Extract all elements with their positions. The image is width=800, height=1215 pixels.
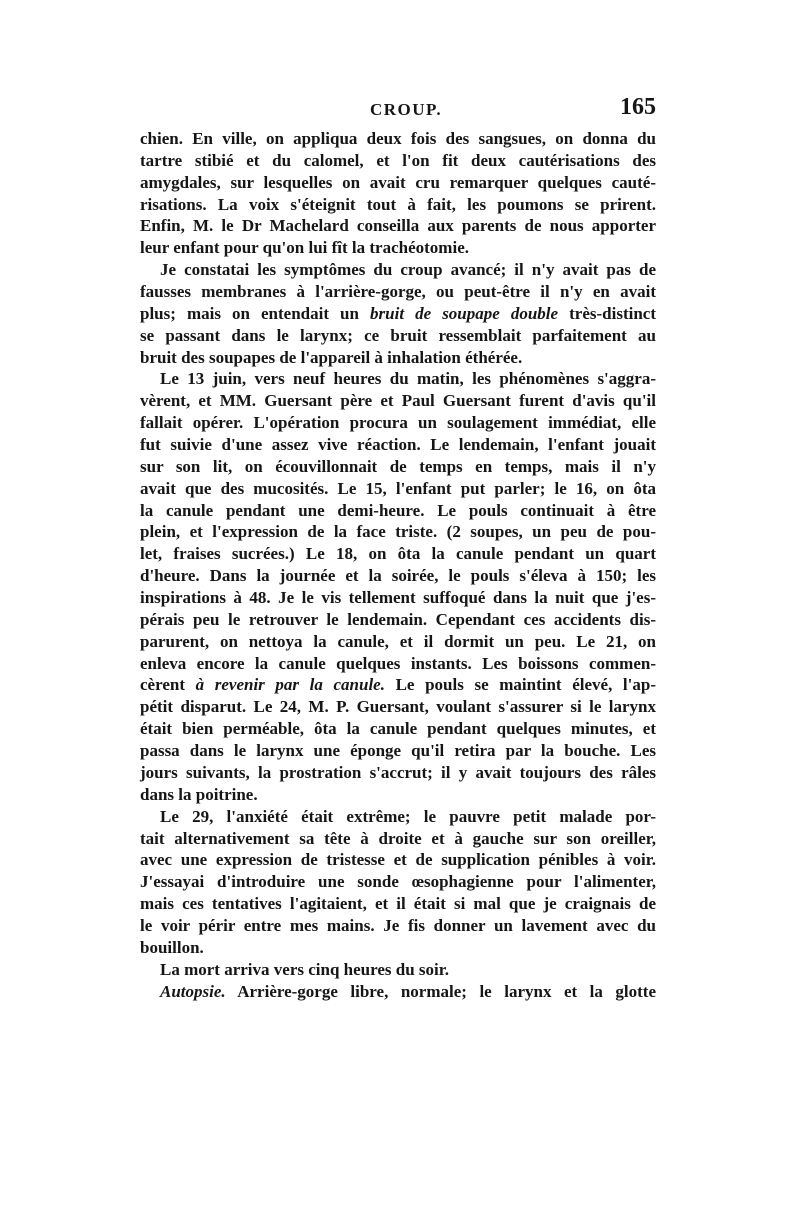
text-line (140, 259, 656, 281)
text-line (140, 368, 656, 390)
line-text: bouillon. (140, 937, 204, 957)
line-text: tait alternativement sa tête à droite et à gauche sur son oreiller, (140, 828, 656, 848)
text-line (140, 849, 656, 871)
text-line (140, 325, 656, 347)
text-line (140, 674, 656, 696)
line-text: passa dans le larynx une éponge qu'il retira par la bouche. Les (140, 741, 656, 761)
italic-phrase: bruit de soupape double (370, 303, 559, 323)
line-text: vèrent, et MM. Guersant père et Paul Guersant furent d'avis qu'il (140, 391, 656, 411)
text-line (140, 150, 656, 172)
text-line (140, 456, 656, 478)
line-text: Je constatai les symptômes du croup avancé; il n'y avait pas de (160, 260, 656, 280)
text-line (140, 128, 656, 150)
line-text: mais ces tentatives l'agitaient, et il était si mal que je craignais de (140, 894, 656, 914)
text-line (140, 981, 656, 1003)
line-text: Le 29, l'anxiété était extrême; le pauvre petit malade por- (160, 806, 656, 826)
text-line (140, 893, 656, 915)
line-text: la canule pendant une demi-heure. Le pouls continuait à être (140, 500, 656, 520)
text-line (140, 543, 656, 565)
line-text: Arrière-gorge libre, normale; le larynx et la glotte (225, 981, 656, 1001)
text-line (140, 762, 656, 784)
text-line (140, 959, 656, 981)
text-line (140, 194, 656, 216)
text-line (140, 521, 656, 543)
text-line (140, 828, 656, 850)
text-line (140, 609, 656, 631)
line-text: Enfin, M. le Dr Machelard conseilla aux parents de nous apporter (140, 216, 656, 236)
running-title: CROUP. (370, 100, 443, 119)
text-line (140, 915, 656, 937)
line-text: let, fraises sucrées.) Le 18, on ôta la canule pendant un quart (140, 544, 656, 564)
text-line (140, 565, 656, 587)
line-text: risations. La voix s'éteignit tout à fait, les poumons se prirent. (140, 194, 656, 214)
text-line (140, 281, 656, 303)
text-line (140, 172, 656, 194)
line-text: pérais peu le retrouver le lendemain. Cependant ces accidents dis- (140, 609, 656, 629)
page-header (140, 94, 656, 124)
line-text: jours suivants, la prostration s'accrut; il y avait toujours des râles (140, 762, 656, 782)
text-line (140, 718, 656, 740)
line-text: La mort arriva vers cinq heures du soir. (160, 959, 449, 979)
line-text: avec une expression de tristesse et de supplication pénibles à voir. (140, 850, 656, 870)
text-line (140, 347, 656, 369)
text-line (140, 412, 656, 434)
text-line (140, 434, 656, 456)
line-text: J'essayai d'introduire une sonde œsophagienne pour l'alimenter, (140, 872, 656, 892)
text-line (140, 587, 656, 609)
text-line (140, 806, 656, 828)
line-text: cèrent (140, 675, 196, 695)
line-text: fut suivie d'une assez vive réaction. Le lendemain, l'enfant jouait (140, 435, 656, 455)
text-line (140, 390, 656, 412)
line-text: se passant dans le larynx; ce bruit ressemblait parfaitement au (140, 325, 656, 345)
text-line (140, 215, 656, 237)
line-text: inspirations à 48. Je le vis tellement suffoqué dans la nuit que j'es- (140, 588, 656, 608)
body-text (140, 128, 656, 1002)
line-text: enleva encore la canule quelques instants. Les boissons commen- (140, 653, 656, 673)
text-line (140, 696, 656, 718)
page-number: 165 (620, 94, 656, 120)
line-text: fallait opérer. L'opération procura un soulagement immédiat, elle (140, 413, 656, 433)
line-text: pétit disparut. Le 24, M. P. Guersant, voulant s'assurer si le larynx (140, 697, 656, 717)
line-text: le voir périr entre mes mains. Je fis donner un lavement avec du (140, 915, 656, 935)
line-text: était bien perméable, ôta la canule pendant quelques minutes, et (140, 719, 656, 739)
italic-phrase: à revenir par la canule. (195, 675, 385, 695)
text-line (140, 871, 656, 893)
italic-phrase: Autopsie. (160, 981, 226, 1001)
line-text: très-distinct (558, 303, 656, 323)
text-line (140, 937, 656, 959)
text-line (140, 631, 656, 653)
line-text: fausses membranes à l'arrière-gorge, ou peut-être il n'y en avait (140, 282, 656, 302)
text-line (140, 784, 656, 806)
line-text: Le 13 juin, vers neuf heures du matin, les phénomènes s'aggra- (160, 369, 656, 389)
text-line (140, 303, 656, 325)
line-text: bruit des soupapes de l'appareil à inhalation éthérée. (140, 347, 523, 367)
text-line (140, 237, 656, 259)
text-line (140, 653, 656, 675)
line-text: leur enfant pour qu'on lui fît la trachéotomie. (140, 238, 469, 258)
line-text: dans la poitrine. (140, 784, 258, 804)
text-line (140, 478, 656, 500)
line-text: d'heure. Dans la journée et la soirée, le pouls s'éleva à 150; les (140, 566, 656, 586)
line-text: chien. En ville, on appliqua deux fois des sangsues, on donna du (140, 129, 656, 148)
line-text: parurent, on nettoya la canule, et il dormit un peu. Le 21, on (140, 631, 656, 651)
line-text: plus; mais on entendait un (140, 303, 371, 323)
line-text: plein, et l'expression de la face triste. (2 soupes, un peu de pou- (140, 522, 656, 542)
line-text: tartre stibié et du calomel, et l'on fit deux cautérisations des (140, 150, 656, 170)
line-text: amygdales, sur lesquelles on avait cru remarquer quelques cauté- (140, 172, 656, 192)
text-line (140, 740, 656, 762)
line-text: Le pouls se maintint élevé, l'ap- (384, 675, 656, 695)
line-text: avait que des mucosités. Le 15, l'enfant put parler; le 16, on ôta (140, 478, 656, 498)
text-line (140, 500, 656, 522)
line-text: sur son lit, on écouvillonnait de temps en temps, mais il n'y (140, 456, 656, 476)
